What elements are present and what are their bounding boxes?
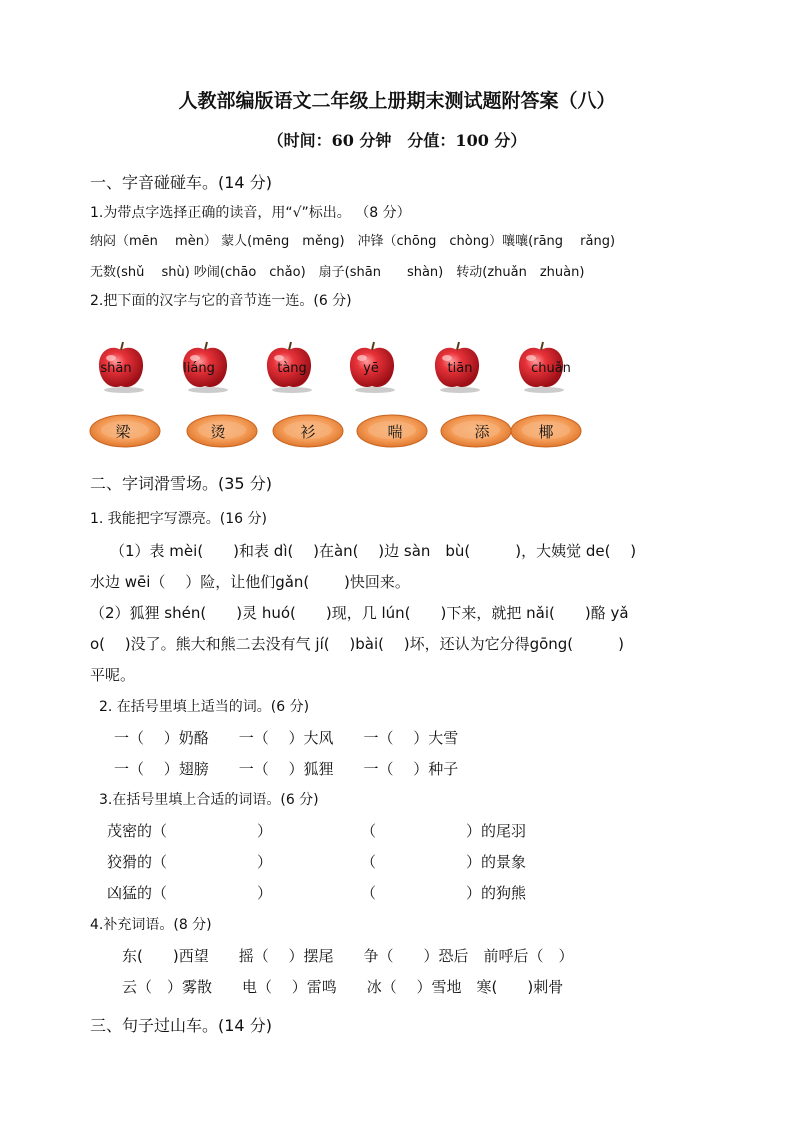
plate-character: 烫: [210, 423, 226, 441]
s2-q3-left-1: 茂密的（ ）: [107, 822, 273, 840]
s2-q1-prompt: 1. 我能把字写漂亮。(16 分): [90, 511, 267, 527]
s2-q3-prompt: 3.在括号里填上合适的词语。(6 分): [99, 792, 319, 808]
plate-character: 梁: [115, 423, 131, 441]
plate-character: 添: [474, 423, 490, 441]
section-3-heading: 三、句子过山车。(14 分): [90, 1016, 272, 1035]
s2-q2-row-1: 一（ ）奶酪 一（ ）大风 一（ ）大雪: [114, 729, 459, 747]
plate-character: 喘: [387, 423, 403, 441]
s2-q2-row-2: 一（ ）翅膀 一（ ）狐狸 一（ ）种子: [114, 760, 459, 778]
s2-q3-left-2: 狡猾的（ ）: [107, 853, 273, 871]
s2-q3-right-2: （ ）的景象: [361, 853, 527, 871]
q1-line-1: 纳闷（mēn mèn） 蒙人(mēng měng) 冲锋（chōng chòng）嚷嚷(rāng rǎng): [90, 234, 616, 249]
s2-q1-line-4: o( )没了。熊大和熊二去没有气 jí( )bài( )坏，还认为它分得gōng( ): [90, 635, 625, 653]
apple-pinyin: tiān: [447, 361, 473, 376]
apple-pinyin: liáng: [183, 361, 215, 376]
q1-line-2: 无数(shǔ shù) 吵闹(chāo chǎo) 扇子(shān shàn) 转动(zhuǎn zhuàn): [90, 265, 585, 280]
s2-q3-right-1: （ ）的尾羽: [361, 822, 527, 840]
s2-q1-line-3: （2）狐狸 shén( )灵 huó( )现，几 lún( )下来，就把 nǎi( )酪 yǎ: [90, 604, 629, 622]
section-2-heading: 二、字词滑雪场。(35 分): [90, 474, 272, 493]
s2-q2-prompt: 2. 在括号里填上适当的词。(6 分): [99, 699, 310, 715]
s2-q4-prompt: 4.补充词语。(8 分): [90, 917, 212, 933]
q1-prompt: 1.为带点字选择正确的读音，用“√”标出。 （8 分）: [90, 205, 411, 221]
apple-pinyin: chuǎn: [531, 361, 571, 376]
s2-q3-left-3: 凶猛的（ ）: [107, 884, 273, 902]
page-subtitle: （时间：60 分钟 分值：100 分）: [267, 131, 527, 150]
s2-q4-row-1: 东( )西望 摇（ ）摆尾 争（ ）恐后 前呼后（ ）: [122, 947, 574, 965]
s2-q3-right-3: （ ）的狗熊: [361, 884, 527, 902]
s2-q4-row-2: 云（ ）雾散 电（ ）雷鸣 冰（ ）雪地 寒( )刺骨: [122, 978, 564, 996]
apple-pinyin: yē: [363, 361, 379, 376]
section-1-heading: 一、字音碰碰车。(14 分): [90, 173, 272, 192]
s2-q1-line-2: 水边 wēi（ ）险，让他们gǎn( )快回来。: [90, 573, 410, 591]
apple-pinyin: tàng: [277, 361, 307, 376]
s2-q1-line-1: （1）表 mèi( )和表 dì( )在àn( )边 sàn bù( )，大姨觉 de( ): [110, 542, 637, 560]
q2-prompt: 2.把下面的汉字与它的音节连一连。(6 分): [90, 293, 352, 309]
plate-character: 椰: [538, 423, 554, 441]
s2-q1-line-5: 平呢。: [90, 666, 136, 684]
page-title: 人教部编版语文二年级上册期末测试题附答案（八）: [178, 90, 616, 112]
plate-character: 衫: [300, 423, 316, 441]
apple-pinyin: shān: [100, 361, 132, 376]
